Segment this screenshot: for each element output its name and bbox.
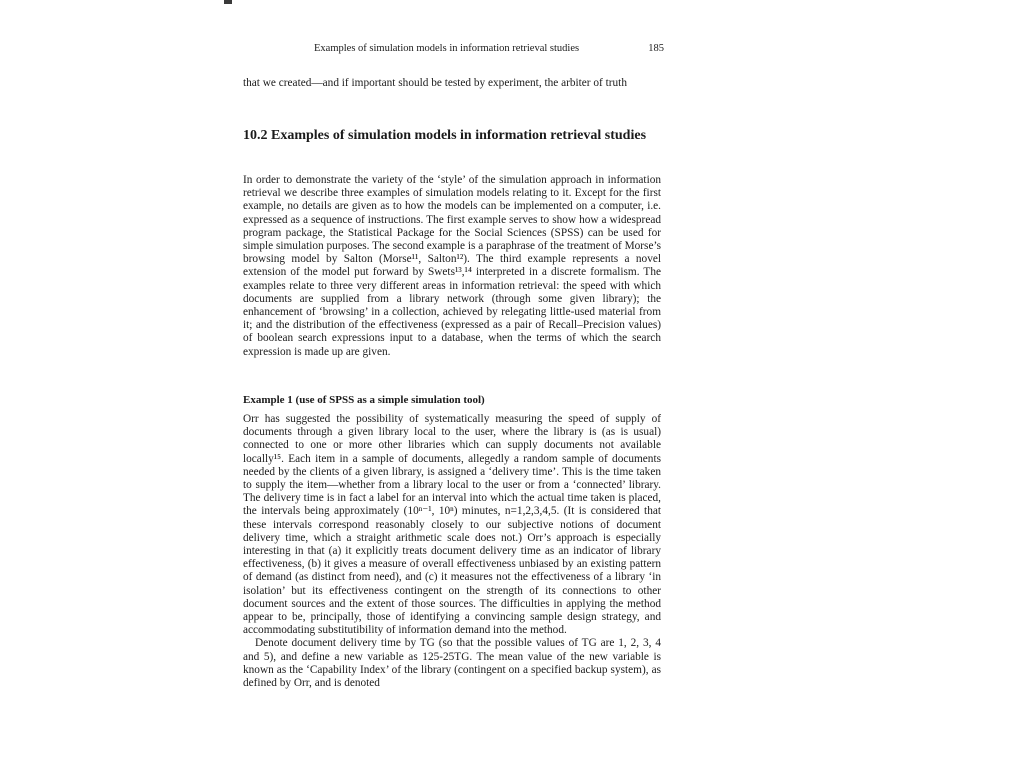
running-head-title: Examples of simulation models in information retrieval studies [314,43,580,54]
section-heading: 10.2 Examples of simulation models in information retrieval studies [243,128,647,143]
continuation-paragraph: that we created—and if important should be tested by experiment, the arbiter of truth [243,77,627,89]
scan-artifact-mark [224,0,232,4]
page-number: 185 [648,43,664,54]
example-1-paragraph-1: Orr has suggested the possibility of systematically measuring the speed of supply of documents through a given library local to the user, where the library is (as is usual) connected to one or more other libraries which can supply documents not available locally¹⁵. Each item in a sample of documents, allegedly a random sample of documents needed by the clients of a given library, is assigned a ‘delivery time’. This is the time taken to supply the item—whether from a library local to the user or from a ‘connected’ library. The delivery time is in fact a label for an interval into which the actual time taken is placed, the intervals being approximately (10ⁿ⁻¹, 10ⁿ) minutes, n=1,2,3,4,5. (It is considered that these intervals correspond reasonably closely to our subjective notions of document delivery time, which a straight arithmetic scale does not.) Orr’s approach is especially interesting in that (a) it explicitly treats document delivery time as an indicator of library effectiveness, (b) it gives a measure of overall effectiveness unbiased by an existing pattern of demand (as distinct from need), and (c) it measures not the effectiveness of a library ‘in isolation’ but its effectiveness contingent on the strength of its connections to other document sources and the extent of those sources. The difficulties in applying the method appear to be, principally, those of identifying a convincing sample design strategy, and accommodating substitutibility of information demand into the method. [243,413,661,637]
intro-paragraph: In order to demonstrate the variety of the ‘style’ of the simulation approach in information retrieval we describe three examples of simulation models relating to it. Except for the first example, no details are given as to how the models can be implemented on a computer, i.e. expressed as a sequence of instructions. The first example serves to show how a widespread program package, the Statistical Package for the Social Sciences (SPSS) can be used for simple simulation purposes. The second example is a paraphrase of the treatment of Morse’s browsing model by Salton (Morse¹¹, Salton¹²). The third example represents a novel extension of the model put forward by Swets¹³,¹⁴ interpreted in a discrete formalism. The examples relate to three very different areas in information retrieval: the speed with which documents are supplied from a library network (through some given library); the enhancement of ‘browsing’ in a collection, achieved by relegating little-used material from it; and the distribution of the effectiveness (expressed as a pair of Recall–Precision values) of boolean search expressions input to a database, when the terms of which the search expression is made up are given. [243,174,661,358]
example-1-paragraph-2: Denote document delivery time by TG (so that the possible values of TG are 1, 2, 3, 4 and 5), and define a new variable as 125-25TG. The mean value of the new variable is known as the ‘Capability Index’ of the library (contingent on a specified backup system), as defined by Orr, and is denoted [243,637,661,690]
example-1-heading: Example 1 (use of SPSS as a simple simulation tool) [243,394,485,406]
continuation-text [243,77,661,90]
running-head [314,42,664,56]
section-intro [243,174,661,359]
example-1-body [243,413,661,690]
